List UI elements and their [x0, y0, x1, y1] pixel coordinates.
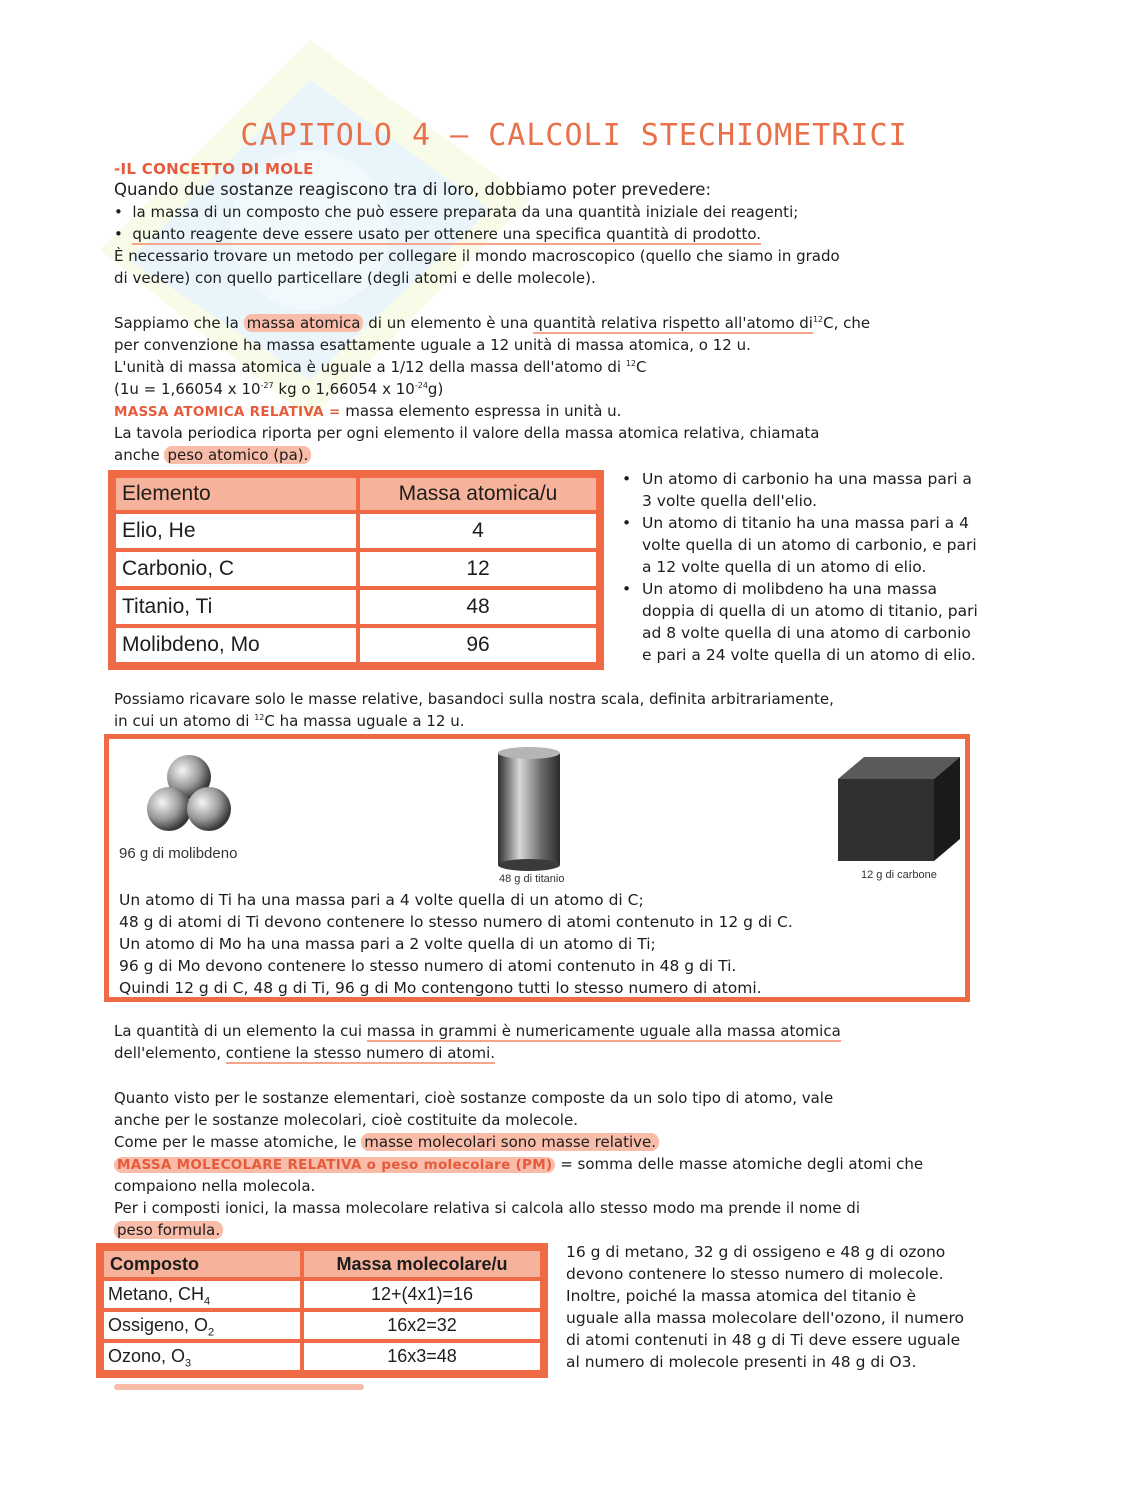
relative-line-2: in cui un atomo di $^{12}$C ha massa uguale a 12 u.	[114, 712, 465, 730]
intro-text: Quando due sostanze reagiscono tra di loro, dobbiamo poter prevedere:	[114, 180, 711, 199]
table-cell: 96	[360, 628, 596, 662]
molecolari-line-3: Come per le masse atomiche, le masse molecolari sono masse relative.	[114, 1131, 659, 1153]
molecolari-line-7: peso formula.	[114, 1219, 223, 1241]
necessario-line-1: È necessario trovare un metodo per collegare il mondo macroscopico (quello che siamo in grado	[114, 247, 840, 265]
caption-molibdeno: 96 g di molibdeno	[119, 845, 238, 862]
page-title: CAPITOLO 4 – CALCOLI STECHIOMETRICI	[240, 118, 908, 153]
caption-carbone: 12 g di carbone	[861, 869, 937, 881]
massa-line-2: per convenzione ha massa esattamente uguale a 12 unità di massa atomica, o 12 u.	[114, 336, 751, 354]
quantita-line-2: dell'elemento, contiene la stesso numero di atomi.	[114, 1044, 496, 1062]
necessario-line-2: di vedere) con quello particellare (degli atomi e delle molecole).	[114, 269, 596, 287]
table-cell: 48	[360, 590, 596, 624]
table-cell: Molibdeno, Mo	[116, 628, 356, 662]
table-row	[104, 1312, 540, 1339]
caption-titanio: 48 g di titanio	[499, 873, 565, 885]
molecolari-line-5: compaiono nella molecola.	[114, 1177, 316, 1195]
table-row	[116, 552, 596, 586]
table-header: Massa molecolare/u	[304, 1251, 540, 1277]
table-cell: 4	[360, 514, 596, 548]
molecolari-line-1: Quanto visto per le sostanze elementari, cioè sostanze composte da un solo tipo di atomo, vale	[114, 1089, 834, 1107]
intro-bullet-1: • la massa di un composto che può essere preparata da una quantità iniziale dei reagenti;	[114, 203, 799, 221]
molecule-comparison-text: 16 g di metano, 32 g di ossigeno e 48 g di ozono devono contenere lo stesso numero di molecole. Inoltre, poiché la massa atomica del titanio è uguale alla massa molecolare dell'ozono, il numero di atomi contenuti in 48 g di Ti deve essere uguale al numero di molecole presenti in 48 g di O3.	[566, 1243, 965, 1371]
massa-line-3: L'unità di massa atomica è uguale a 1/12 della massa dell'atomo di $^{12}$C	[114, 358, 647, 376]
table-cell: Ossigeno, $O_2$	[104, 1312, 300, 1339]
table-cell: 16x2=32	[304, 1312, 540, 1339]
massa-line-4: (1u = 1,66054 x $10^{-27}$ kg o 1,66054 x $10^{-24}g$)	[114, 380, 444, 398]
titanium-cylinder-image	[494, 745, 564, 873]
atomic-mass-table	[108, 470, 604, 670]
molybdenum-spheres-image	[139, 749, 239, 839]
table-cell: 16x3=48	[304, 1343, 540, 1370]
intro-bullet-2: • quanto reagente deve essere usato per ottenere una specifica quantità di prodotto.	[114, 225, 762, 243]
table-header: Massa atomica/u	[360, 478, 596, 510]
massa-definition: MASSA ATOMICA RELATIVA = massa elemento espressa in unità u.	[114, 402, 622, 420]
carbon-cube-image	[834, 753, 964, 865]
table-header-row	[116, 478, 596, 510]
molecolari-line-2: anche per le sostanze molecolari, cioè costituite da molecole.	[114, 1111, 578, 1129]
samples-figure	[104, 734, 970, 1002]
table-cell: Metano, $CH_4$	[104, 1281, 300, 1308]
table-cell: 12	[360, 552, 596, 586]
table-cell: Elio, He	[116, 514, 356, 548]
list-item: • Un atomo di molibdeno ha una massa doppia di quella di un atomo di titanio, pari ad 8 volte quella di una atomo di carbonio e pari a 24 volte quella di un atomo di elio.	[620, 578, 1040, 666]
list-item: • Un atomo di titanio ha una massa pari a 4 volte quella di un atomo di carbonio, e pari a 12 volte quella di un atomo di elio.	[620, 512, 1040, 578]
relative-line-1: Possiamo ricavare solo le masse relative, basandoci sulla nostra scala, definita arbitrariamente,	[114, 690, 834, 708]
figure-explanation: Un atomo di Ti ha una massa pari a 4 volte quella di un atomo di C; 48 g di atomi di Ti devono contenere lo stesso numero di atomi contenuto in 12 g di C. Un atomo di Mo ha una massa pari a 2 volte quella di un atomo di Ti; 96 g di Mo devono contenere lo stesso numero di atomi contenuto in 48 g di Ti. Quindi 12 g di C, 48 g di Ti, 96 g di Mo contengono tutti lo stesso numero di atomi.	[119, 891, 793, 997]
list-item: • Un atomo di carbonio ha una massa pari a 3 volte quella dell'elio.	[620, 468, 1040, 512]
massa-line-6: La tavola periodica riporta per ogni elemento il valore della massa atomica relativa, chiamata	[114, 424, 820, 442]
table-header: Elemento	[116, 478, 356, 510]
comparison-list	[620, 468, 1040, 666]
table-row	[116, 628, 596, 662]
molecolari-line-6: Per i composti ionici, la massa molecolare relativa si calcola allo stesso modo ma prende il nome di	[114, 1199, 860, 1217]
molecular-mass-table	[96, 1243, 548, 1378]
table-header-row	[104, 1251, 540, 1277]
massa-line-7: anche peso atomico (pa).	[114, 444, 311, 466]
quantita-line-1: La quantità di un elemento la cui massa in grammi è numericamente uguale alla massa atomica	[114, 1022, 841, 1040]
table-row	[104, 1281, 540, 1308]
table-row	[116, 514, 596, 548]
massa-line-1: Sappiamo che la massa atomica di un elemento è una quantità relativa rispetto all'atomo $di^{12}C$, che	[114, 314, 871, 332]
table-row	[104, 1343, 540, 1370]
table-cell: Carbonio, C	[116, 552, 356, 586]
table-header: Composto	[104, 1251, 300, 1277]
table-cell: Ozono, $O_3$	[104, 1343, 300, 1370]
highlight-stroke	[114, 1384, 364, 1390]
table-row	[116, 590, 596, 624]
table-cell: Titanio, Ti	[116, 590, 356, 624]
molecolari-definition: MASSA MOLECOLARE RELATIVA o peso molecolare (PM) = somma delle masse atomiche degli atomi che	[114, 1153, 923, 1176]
section-heading: -IL CONCETTO DI MOLE	[114, 160, 314, 178]
table-cell: 12+(4x1)=16	[304, 1281, 540, 1308]
